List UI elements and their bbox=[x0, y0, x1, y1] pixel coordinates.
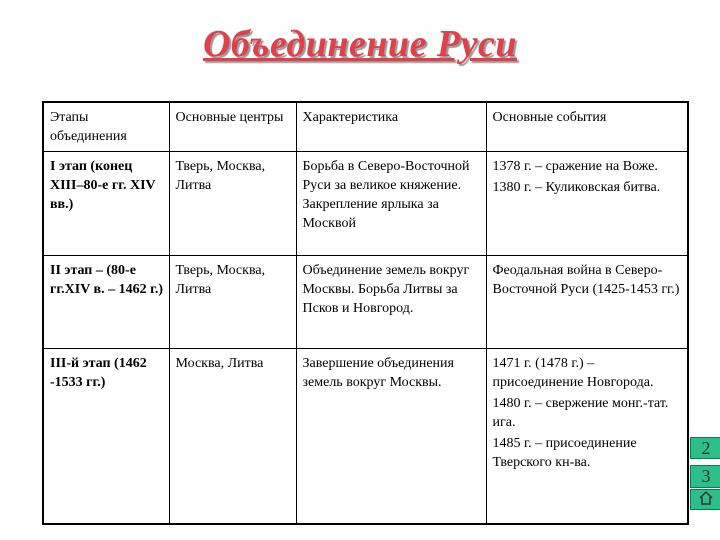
characteristic-cell: Завершение объединения земель вокруг Москвы. bbox=[296, 348, 486, 524]
header-cell: Основные центры bbox=[169, 102, 296, 151]
stage-cell: I этап (конец XIII–80-е гг. XIV вв.) bbox=[43, 151, 169, 255]
header-cell: Характеристика bbox=[296, 102, 486, 151]
nav-next-button[interactable]: 3 bbox=[690, 465, 720, 488]
table-row bbox=[43, 255, 688, 348]
characteristic-cell: Объединение земель вокруг Москвы. Борьба Литвы за Псков и Новгород. bbox=[296, 255, 486, 348]
stage-cell: II этап – (80-е гг.XIV в. – 1462 г.) bbox=[43, 255, 169, 348]
event-item: 1471 г. (1478 г.) – присоединение Новгорода. bbox=[492, 355, 654, 390]
event-item: Феодальная война в Северо-Восточной Руси (1425-1453 гг.) bbox=[492, 262, 680, 297]
centers-cell: Тверь, Москва, Литва bbox=[169, 255, 296, 348]
nav-prev-button[interactable]: 2 bbox=[690, 437, 720, 459]
event-item: 1378 г. – сражение на Воже. bbox=[492, 158, 658, 174]
centers-cell: Тверь, Москва, Литва bbox=[169, 151, 296, 255]
events-cell bbox=[486, 151, 688, 255]
characteristic-cell: Борьба в Северо-Восточной Руси за великое княжение. Закрепление ярлыка за Москвой bbox=[296, 151, 486, 255]
centers-cell: Москва, Литва bbox=[169, 348, 296, 524]
event-item: 1380 г. – Куликовская битва. bbox=[492, 179, 661, 195]
unification-table bbox=[42, 101, 689, 525]
event-item: 1480 г. – свержение монг.-тат. ига. bbox=[492, 395, 669, 430]
stage-cell: III-й этап (1462 -1533 гг.) bbox=[43, 348, 169, 524]
table-row bbox=[43, 348, 688, 524]
table-row bbox=[43, 151, 688, 255]
events-cell bbox=[486, 255, 688, 348]
page-title: Объединение Руси bbox=[202, 23, 518, 65]
table-header-row bbox=[43, 102, 688, 151]
home-icon bbox=[698, 490, 714, 506]
header-cell: Этапы объединения bbox=[43, 102, 169, 151]
nav-home-button[interactable] bbox=[690, 489, 720, 510]
event-item: 1485 г. – присоединение Тверского кн-ва. bbox=[492, 435, 637, 470]
header-cell: Основные события bbox=[486, 102, 688, 151]
events-cell bbox=[486, 348, 688, 524]
